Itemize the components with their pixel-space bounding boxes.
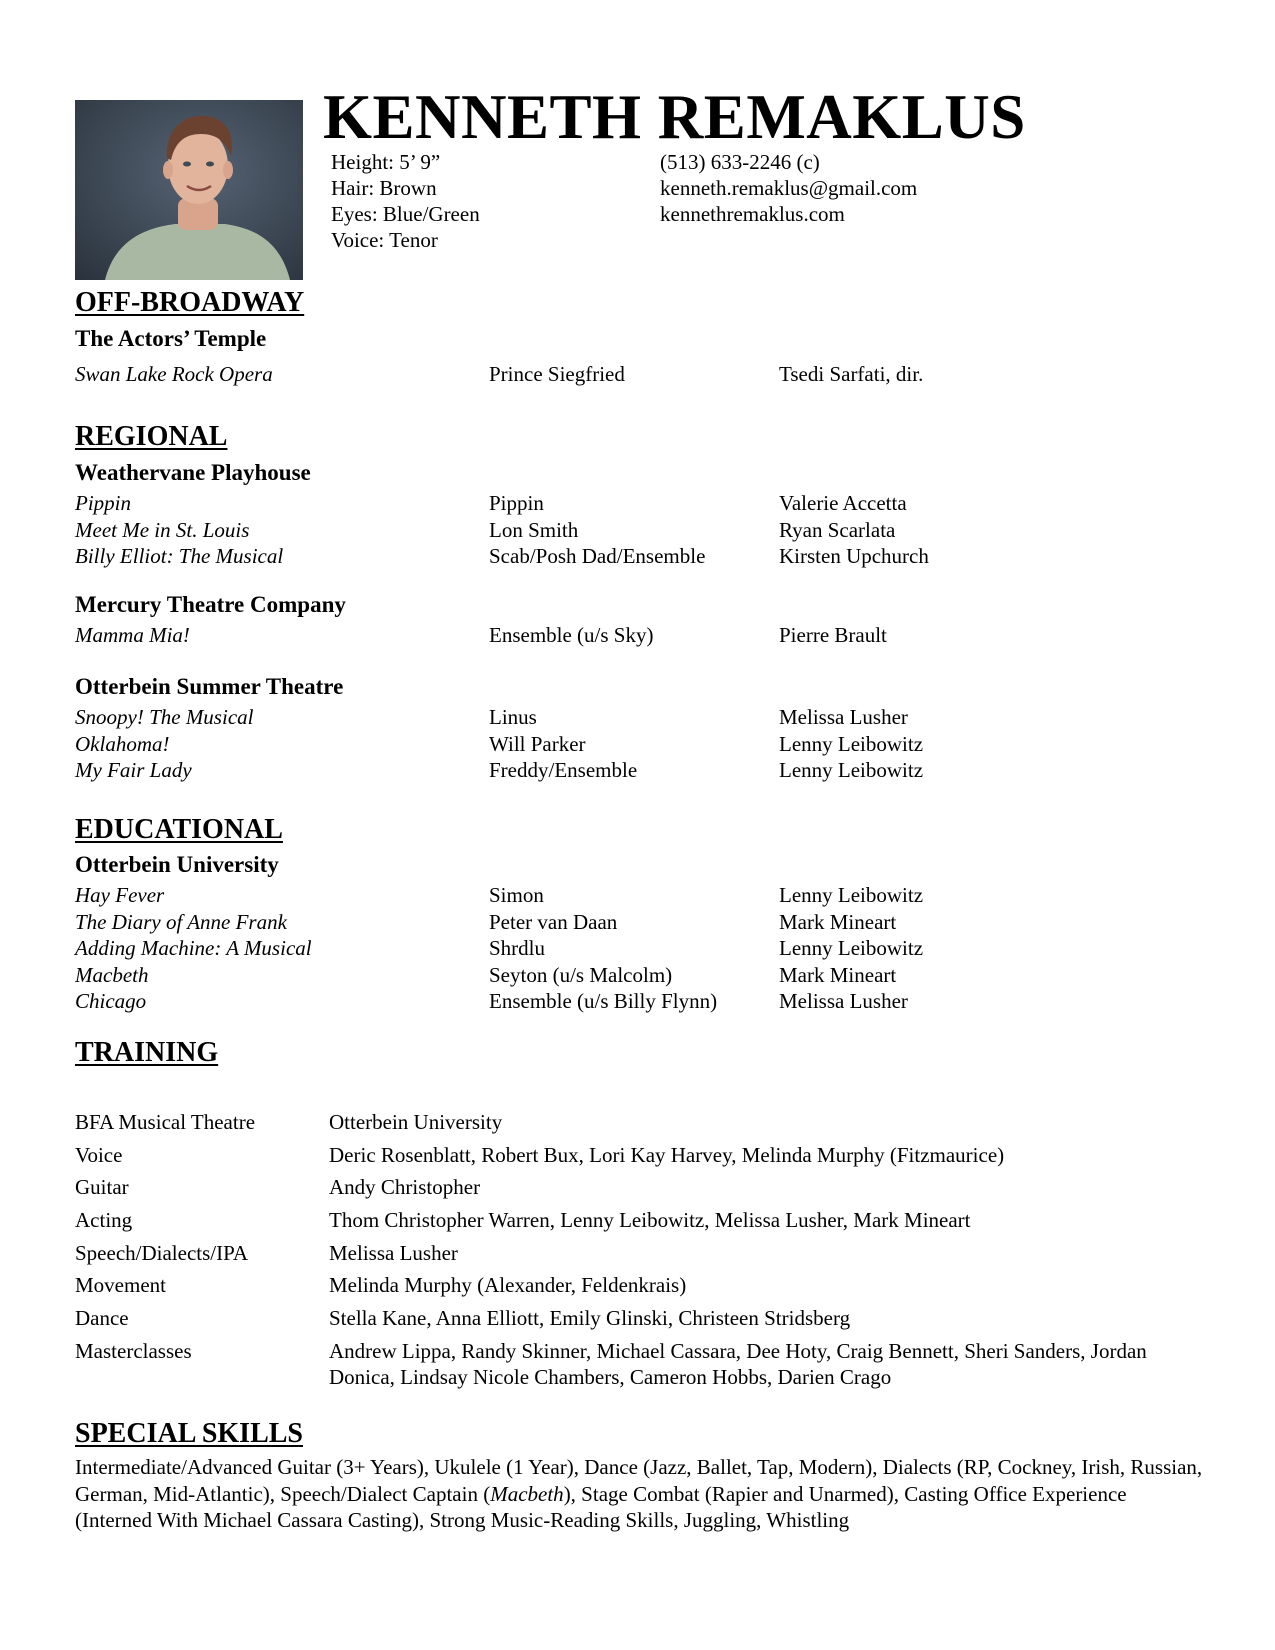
role-name: Seyton (u/s Malcolm) xyxy=(489,962,673,987)
director-name: Lenny Leibowitz xyxy=(779,758,924,782)
training-category: Dance xyxy=(75,1306,129,1331)
skills-text-part: Intermediate/Advanced Guitar (3+ Years), Ukulele (1 Year), Dance (Jazz, Ballet, Tap, Modern), Dialects (RP, Cockney, Irish, Russian, German, Mid-Atlantic), Speech/Dialect Captain ( xyxy=(75,1455,1203,1506)
training-row xyxy=(75,1174,1205,1201)
director-name: Mark Mineart xyxy=(779,909,897,934)
director-name: Valerie Accetta xyxy=(779,491,907,515)
company-name: Otterbein Summer Theatre xyxy=(75,674,344,699)
show-title: Mamma Mia! xyxy=(75,623,190,647)
director-name: Pierre Brault xyxy=(779,623,887,647)
director-name: Melissa Lusher xyxy=(779,989,908,1013)
section-heading-regional: REGIONAL xyxy=(75,421,228,452)
hair-text: Hair: Brown xyxy=(331,176,437,200)
role-name: Ensemble (u/s Billy Flynn) xyxy=(489,989,718,1013)
section-heading-educational: EDUCATIONAL xyxy=(75,814,283,845)
show-title: Billy Elliot: The Musical xyxy=(75,544,284,568)
training-row xyxy=(75,1109,1205,1136)
training-category: Voice xyxy=(75,1142,123,1167)
training-category: Guitar xyxy=(75,1175,129,1200)
role-name: Scab/Posh Dad/Ensemble xyxy=(489,544,706,568)
training-detail: Deric Rosenblatt, Robert Bux, Lori Kay Harvey, Melinda Murphy (Fitzmaurice) xyxy=(329,1142,1005,1167)
director-name: Lenny Leibowitz xyxy=(779,731,924,756)
role-name: Shrdlu xyxy=(489,936,546,960)
training-detail: Melissa Lusher xyxy=(329,1240,458,1265)
training-detail: Otterbein University xyxy=(329,1110,503,1134)
eyes-text: Eyes: Blue/Green xyxy=(331,202,480,226)
training-category: Acting xyxy=(75,1208,133,1233)
show-title: Snoopy! The Musical xyxy=(75,705,254,729)
company-name: Mercury Theatre Company xyxy=(75,592,346,617)
email-link[interactable]: kenneth.remaklus@gmail.com xyxy=(660,176,918,200)
role-name: Peter van Daan xyxy=(489,909,618,934)
company-name: Weathervane Playhouse xyxy=(75,460,311,485)
training-category: Masterclasses xyxy=(75,1338,192,1363)
company-name: The Actors’ Temple xyxy=(75,326,267,351)
section-heading-training: TRAINING xyxy=(75,1037,219,1068)
training-row xyxy=(75,1305,1205,1332)
director-name: Ryan Scarlata xyxy=(779,517,896,542)
training-category: Speech/Dialects/IPA xyxy=(75,1240,249,1265)
training-row xyxy=(75,1272,1205,1299)
special-skills-text xyxy=(75,1454,1205,1534)
training-detail: Thom Christopher Warren, Lenny Leibowitz, Melissa Lusher, Mark Mineart xyxy=(329,1208,971,1233)
show-title: Swan Lake Rock Opera xyxy=(75,362,273,386)
show-title: Chicago xyxy=(75,989,147,1013)
role-name: Simon xyxy=(489,883,544,907)
phone-text: (513) 633-2246 (c) xyxy=(660,150,820,174)
show-title: Macbeth xyxy=(75,962,149,987)
show-title: Oklahoma! xyxy=(75,731,170,756)
training-row xyxy=(75,1207,1205,1234)
training-category: Movement xyxy=(75,1273,166,1298)
training-row xyxy=(75,1240,1205,1267)
show-title: Adding Machine: A Musical xyxy=(75,936,312,960)
name-heading: KENNETH REMAKLUS xyxy=(323,82,1026,152)
physical-stats xyxy=(331,149,480,253)
training-category: BFA Musical Theatre xyxy=(75,1110,256,1134)
role-name: Prince Siegfried xyxy=(489,362,625,386)
headshot-photo xyxy=(75,100,303,280)
director-name: Lenny Leibowitz xyxy=(779,883,924,907)
role-name: Pippin xyxy=(489,491,544,515)
training-detail: Andy Christopher xyxy=(329,1175,481,1200)
section-heading-off-broadway: OFF-BROADWAY xyxy=(75,287,305,318)
height-text: Height: 5’ 9” xyxy=(331,150,441,174)
director-name: Mark Mineart xyxy=(779,962,897,987)
website-link[interactable]: kennethremaklus.com xyxy=(660,202,845,226)
director-name: Tsedi Sarfati, dir. xyxy=(779,362,924,386)
director-name: Lenny Leibowitz xyxy=(779,936,924,960)
skills-text-part: ), Stage Combat (Rapier and Unarmed), Casting Office Experience (Interned With Michael Cassara Casting), Strong Music-Reading Skills, Juggling, Whistling xyxy=(75,1481,1127,1532)
role-name: Linus xyxy=(489,705,537,729)
role-name: Lon Smith xyxy=(489,517,579,542)
contact-info xyxy=(660,149,917,227)
show-title: Meet Me in St. Louis xyxy=(75,517,250,542)
company-name: Otterbein University xyxy=(75,852,279,877)
training-detail: Andrew Lippa, Randy Skinner, Michael Cassara, Dee Hoty, Craig Bennett, Sheri Sanders, Jordan Donica, Lindsay Nicole Chambers, Cameron Hobbs, Darien Crago xyxy=(329,1338,1147,1390)
skills-italic-show: Macbeth xyxy=(490,1481,564,1506)
director-name: Melissa Lusher xyxy=(779,705,908,729)
director-name: Kirsten Upchurch xyxy=(779,544,929,568)
training-row xyxy=(75,1142,1205,1169)
section-heading-special-skills: SPECIAL SKILLS xyxy=(75,1418,303,1449)
show-title: Hay Fever xyxy=(75,883,165,907)
show-title: My Fair Lady xyxy=(75,758,192,782)
role-name: Freddy/Ensemble xyxy=(489,758,638,782)
voice-text: Voice: Tenor xyxy=(331,228,438,252)
show-title: Pippin xyxy=(75,491,131,515)
role-name: Will Parker xyxy=(489,731,586,756)
training-list xyxy=(75,1109,1205,1397)
show-title: The Diary of Anne Frank xyxy=(75,909,287,934)
training-detail: Melinda Murphy (Alexander, Feldenkrais) xyxy=(329,1273,687,1298)
role-name: Ensemble (u/s Sky) xyxy=(489,623,654,647)
training-detail: Stella Kane, Anna Elliott, Emily Glinski, Christeen Stridsberg xyxy=(329,1306,851,1331)
training-row xyxy=(75,1338,1205,1391)
